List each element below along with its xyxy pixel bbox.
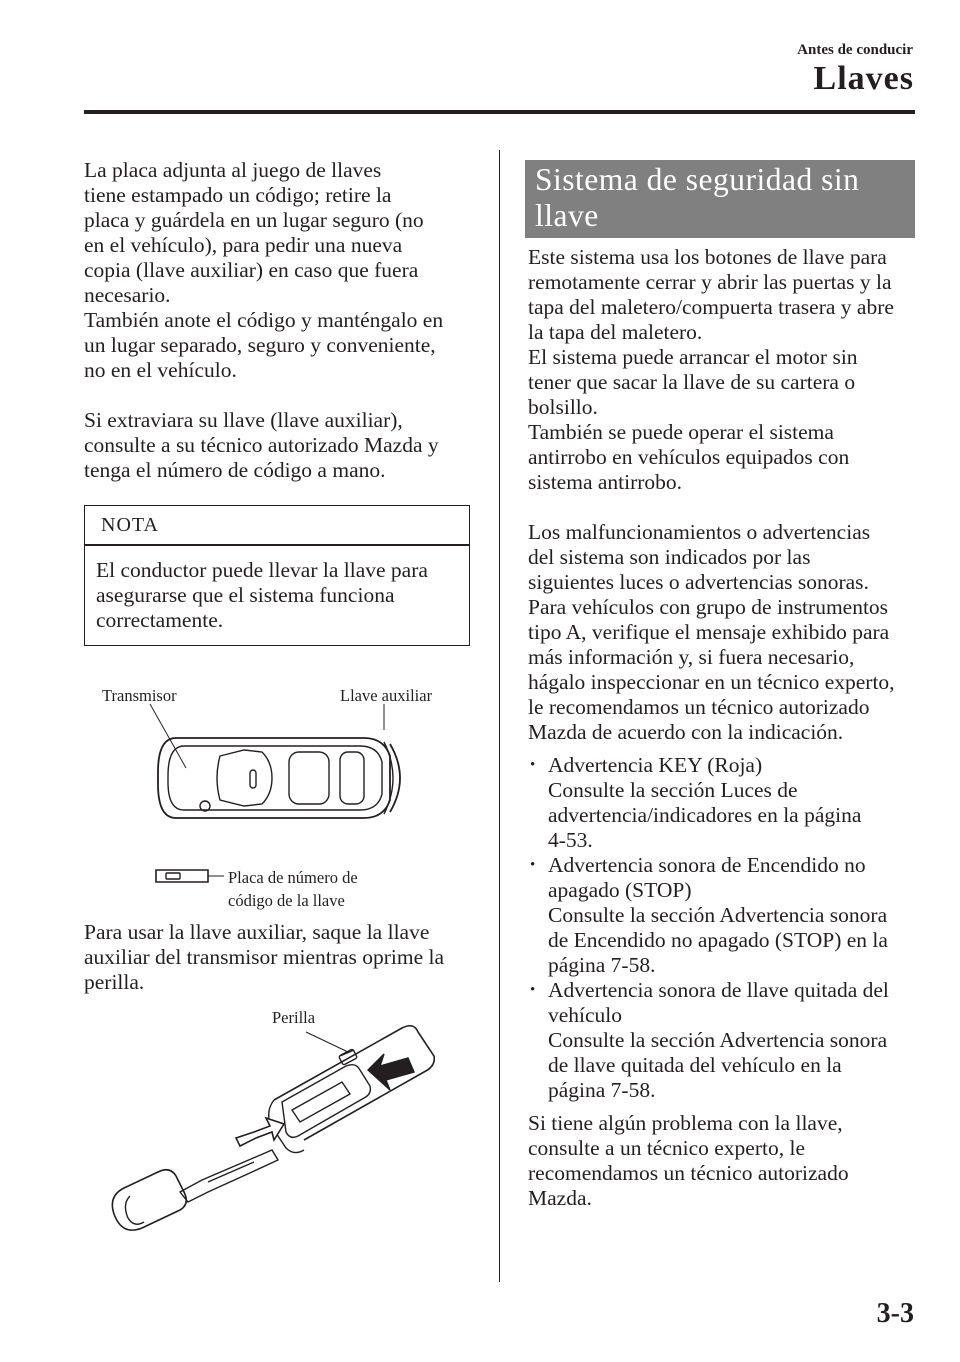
malfunction-line: Para vehículos con grupo de instrumentos	[528, 595, 889, 619]
list-item-line: vehículo	[548, 1003, 623, 1027]
intro-line: en el vehículo), para pedir una nueva	[84, 233, 403, 257]
list-item-line: de llave quitada del vehículo en la	[548, 1053, 842, 1077]
intro-line: copia (llave auxiliar) en caso que fuera	[84, 258, 419, 282]
intro-line: La placa adjunta al juego de llaves	[84, 158, 382, 182]
intro-line: tapa del maletero/compuerta trasera y abre	[528, 295, 894, 319]
label-aux-key: Llave auxiliar	[340, 686, 433, 705]
note-text	[96, 558, 458, 633]
aux-key-line: perilla.	[84, 970, 145, 994]
note-title: NOTA	[101, 514, 159, 536]
list-item-line: de Encendido no apagado (STOP) en la	[548, 928, 888, 952]
malfunction-line: Mazda de acuerdo con la indicación.	[528, 720, 844, 744]
lost-key-line: tenga el número de código a mano.	[84, 458, 386, 482]
closing-paragraph	[528, 1111, 918, 1211]
list-item-line: página 7-58.	[548, 1078, 656, 1102]
list-item-line: Advertencia sonora de Encendido no	[548, 853, 866, 877]
list-item	[528, 753, 918, 853]
column-divider	[499, 150, 500, 1282]
intro-line: placa y guárdela en un lugar seguro (no	[84, 208, 424, 232]
intro-line: Este sistema usa los botones de llave para	[528, 245, 887, 269]
header-rule	[84, 110, 915, 114]
page-number: 3-3	[876, 1298, 914, 1329]
aux-key-line: auxiliar del transmisor mientras oprime la	[84, 945, 445, 969]
warning-list	[528, 753, 918, 1103]
malfunction-line: Los malfuncionamientos o advertencias	[528, 520, 871, 544]
list-item-line: Advertencia KEY (Roja)	[548, 753, 763, 777]
list-item	[528, 978, 918, 1103]
closing-line: Si tiene algún problema con la llave,	[528, 1111, 843, 1135]
section-heading-line: Sistema de seguridad sin	[535, 162, 860, 197]
section-heading	[535, 162, 911, 234]
note-box	[84, 505, 470, 646]
closing-line: Mazda.	[528, 1186, 592, 1210]
list-item-line: 4-53.	[548, 828, 593, 852]
intro-line: tener que sacar la llave de su cartera o	[528, 370, 856, 394]
malfunction-line: siguientes luces o advertencias sonoras.	[528, 570, 869, 594]
list-item-line: Consulte la sección Advertencia sonora	[548, 1028, 888, 1052]
intro-line: El sistema puede arrancar el motor sin	[528, 345, 858, 369]
intro-line: la tapa del maletero.	[528, 320, 703, 344]
intro-line: bolsillo.	[528, 395, 598, 419]
list-item	[528, 853, 918, 978]
bullet-marker: •	[530, 857, 536, 873]
right-column	[528, 245, 918, 1211]
intro-line: un lugar separado, seguro y conveniente,	[84, 333, 436, 357]
list-item-line: página 7-58.	[548, 953, 656, 977]
malfunction-line: más información y, si fuera necesario,	[528, 645, 855, 669]
list-item-line: Advertencia sonora de llave quitada del	[548, 978, 889, 1002]
lost-key-line: Si extraviara su llave (llave auxiliar),	[84, 408, 403, 432]
list-item-line: advertencia/indicadores en la página	[548, 803, 862, 827]
section-heading-line: llave	[535, 198, 599, 233]
closing-line: consulte a un técnico experto, le	[528, 1136, 806, 1160]
note-line: asegurarse que el sistema funciona	[96, 583, 395, 607]
note-line: correctamente.	[96, 608, 224, 632]
aux-key-line: Para usar la llave auxiliar, saque la llave	[84, 920, 430, 944]
intro-line: no en el vehículo.	[84, 358, 237, 382]
note-line: El conductor puede llevar la llave para	[96, 558, 428, 582]
malfunction-line: hágalo inspeccionar en un técnico experto,	[528, 670, 895, 694]
malfunction-line: le recomendamos un técnico autorizado	[528, 695, 870, 719]
bullet-marker: •	[530, 757, 536, 773]
note-rule	[85, 544, 469, 546]
list-item-line: Consulte la sección Advertencia sonora	[548, 903, 888, 927]
intro-line: sistema antirrobo.	[528, 470, 683, 494]
lost-key-line: consulte a su técnico autorizado Mazda y	[84, 433, 439, 457]
aux-key-extraction-illustration	[84, 1000, 474, 1256]
label-knob: Perilla	[272, 1008, 316, 1027]
list-item-line: Consulte la sección Luces de	[548, 778, 798, 802]
intro-line: También se puede operar el sistema	[528, 420, 834, 444]
intro-line: antirrobo en vehículos equipados con	[528, 445, 850, 469]
label-plate-line: Placa de número de	[228, 868, 358, 887]
list-item-line: apagado (STOP)	[548, 878, 692, 902]
intro-line: tiene estampado un código; retire la	[84, 183, 392, 207]
intro-line: También anote el código y manténgalo en	[84, 308, 444, 332]
left-column	[84, 158, 474, 483]
malfunction-line: del sistema son indicados por las	[528, 545, 811, 569]
intro-line: necesario.	[84, 283, 171, 307]
closing-line: recomendamos un técnico autorizado	[528, 1161, 849, 1185]
label-transmitter: Transmisor	[102, 686, 177, 705]
intro-line: remotamente cerrar y abrir las puertas y la	[528, 270, 892, 294]
label-plate-line: código de la llave	[228, 891, 345, 910]
section-heading-banner	[525, 160, 915, 238]
running-header-section: Antes de conducir	[797, 42, 913, 58]
running-header-title: Llaves	[813, 60, 914, 97]
malfunction-line: tipo A, verifique el mensaje exhibido para	[528, 620, 890, 644]
knob-figure	[84, 1000, 474, 1261]
aux-key-instructions	[84, 920, 474, 995]
bullet-marker: •	[530, 982, 536, 998]
key-fob-figure	[84, 672, 474, 922]
